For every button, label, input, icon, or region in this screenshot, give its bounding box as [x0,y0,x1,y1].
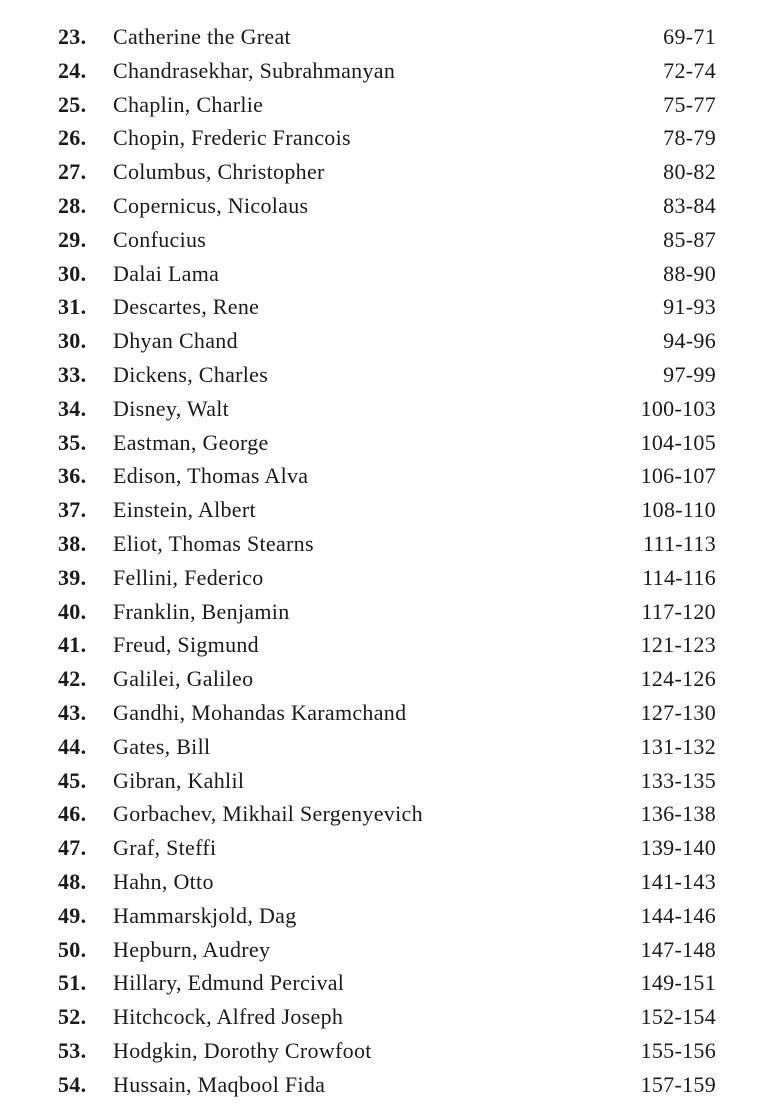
toc-entry [0,561,780,595]
entry-number: 51. [58,970,87,996]
entry-name: Dalai Lama [113,260,220,286]
entry-number: 40. [58,598,87,624]
entry-number: 47. [58,835,87,861]
table-of-contents [0,20,780,1102]
toc-entry [0,121,780,155]
toc-entry [0,392,780,426]
entry-number: 26. [58,125,87,151]
entry-pages: 117-120 [641,598,716,624]
toc-entry [0,764,780,798]
entry-number: 29. [58,226,87,252]
entry-pages: 127-130 [640,699,716,725]
entry-name: Chopin, Frederic Francois [113,125,351,151]
entry-pages: 88-90 [663,260,716,286]
entry-number: 36. [58,463,87,489]
toc-entry [0,426,780,460]
entry-pages: 152-154 [640,1004,716,1030]
toc-entry [0,595,780,629]
entry-name: Einstein, Albert [113,497,256,523]
entry-number: 50. [58,936,87,962]
toc-entry [0,459,780,493]
entry-pages: 114-116 [642,564,716,590]
entry-number: 45. [58,767,87,793]
toc-entry [0,155,780,189]
toc-entry [0,966,780,1000]
entry-name: Dhyan Chand [113,328,238,354]
entry-name: Edison, Thomas Alva [113,463,309,489]
toc-entry [0,493,780,527]
entry-number: 39. [58,564,87,590]
entry-name: Hepburn, Audrey [113,936,271,962]
entry-number: 30. [58,260,87,286]
entry-name: Chandrasekhar, Subrahmanyan [113,57,396,83]
toc-entry [0,54,780,88]
entry-number: 35. [58,429,87,455]
entry-pages: 136-138 [640,801,716,827]
toc-entry [0,797,780,831]
entry-name: Eastman, George [113,429,269,455]
entry-number: 27. [58,159,87,185]
entry-name: Graf, Steffi [113,835,217,861]
entry-name: Franklin, Benjamin [113,598,290,624]
entry-name: Descartes, Rene [113,294,260,320]
entry-number: 42. [58,666,87,692]
toc-entry [0,730,780,764]
entry-number: 43. [58,699,87,725]
entry-number: 49. [58,902,87,928]
entry-name: Copernicus, Nicolaus [113,192,309,218]
entry-name: Hillary, Edmund Percival [113,970,345,996]
entry-name: Confucius [113,226,207,252]
entry-pages: 97-99 [663,361,716,387]
entry-pages: 83-84 [663,192,716,218]
entry-name: Hussain, Maqbool Fida [113,1071,326,1097]
entry-pages: 124-126 [640,666,716,692]
toc-entry [0,290,780,324]
toc-entry [0,696,780,730]
entry-pages: 144-146 [640,902,716,928]
toc-entry [0,933,780,967]
entry-pages: 111-113 [643,530,716,556]
entry-number: 31. [58,294,87,320]
toc-entry [0,1000,780,1034]
entry-number: 48. [58,868,87,894]
toc-entry [0,1034,780,1068]
entry-number: 23. [58,24,87,49]
toc-entry [0,88,780,122]
toc-entry [0,189,780,223]
entry-name: Galilei, Galileo [113,666,254,692]
toc-entry [0,1068,780,1102]
entry-pages: 85-87 [663,226,716,252]
entry-pages: 121-123 [640,632,716,658]
entry-name: Fellini, Federico [113,564,264,590]
entry-name: Freud, Sigmund [113,632,259,658]
entry-pages: 139-140 [640,835,716,861]
entry-name: Hahn, Otto [113,868,214,894]
entry-pages: 72-74 [663,57,716,83]
entry-name: Gates, Bill [113,733,211,759]
entry-name: Chaplin, Charlie [113,91,264,117]
entry-name: Dickens, Charles [113,361,269,387]
toc-entry [0,20,780,54]
toc-entry [0,831,780,865]
entry-number: 46. [58,801,87,827]
entry-pages: 69-71 [663,24,716,49]
entry-pages: 75-77 [663,91,716,117]
entry-pages: 133-135 [640,767,716,793]
entry-pages: 106-107 [640,463,716,489]
entry-pages: 131-132 [640,733,716,759]
entry-number: 30. [58,328,87,354]
entry-pages: 155-156 [640,1037,716,1063]
toc-entry [0,358,780,392]
entry-pages: 91-93 [663,294,716,320]
entry-pages: 141-143 [640,868,716,894]
entry-pages: 100-103 [640,395,716,421]
entry-name: Gorbachev, Mikhail Sergenyevich [113,801,423,827]
toc-entry [0,899,780,933]
toc-entry [0,257,780,291]
entry-name: Hitchcock, Alfred Joseph [113,1004,344,1030]
entry-name: Catherine the Great [113,24,291,49]
entry-pages: 147-148 [640,936,716,962]
toc-entry [0,324,780,358]
toc-entry [0,223,780,257]
entry-number: 28. [58,192,87,218]
entry-number: 44. [58,733,87,759]
entry-number: 34. [58,395,87,421]
toc-entry [0,628,780,662]
entry-number: 38. [58,530,87,556]
toc-entry [0,527,780,561]
entry-pages: 104-105 [640,429,716,455]
entry-number: 33. [58,361,87,387]
entry-name: Gibran, Kahlil [113,767,245,793]
entry-name: Hodgkin, Dorothy Crowfoot [113,1037,372,1063]
entry-name: Gandhi, Mohandas Karamchand [113,699,407,725]
entry-pages: 94-96 [663,328,716,354]
entry-pages: 157-159 [640,1071,716,1097]
entry-number: 53. [58,1037,87,1063]
entry-name: Disney, Walt [113,395,230,421]
toc-entry [0,865,780,899]
toc-entry [0,662,780,696]
entry-number: 25. [58,91,87,117]
entry-number: 41. [58,632,87,658]
entry-pages: 78-79 [663,125,716,151]
entry-number: 54. [58,1071,87,1097]
entry-name: Hammarskjold, Dag [113,902,297,928]
entry-pages: 149-151 [640,970,716,996]
entry-number: 52. [58,1004,87,1030]
entry-name: Columbus, Christopher [113,159,325,185]
entry-pages: 108-110 [641,497,716,523]
entry-pages: 80-82 [663,159,716,185]
entry-name: Eliot, Thomas Stearns [113,530,314,556]
entry-number: 37. [58,497,87,523]
entry-number: 24. [58,57,87,83]
